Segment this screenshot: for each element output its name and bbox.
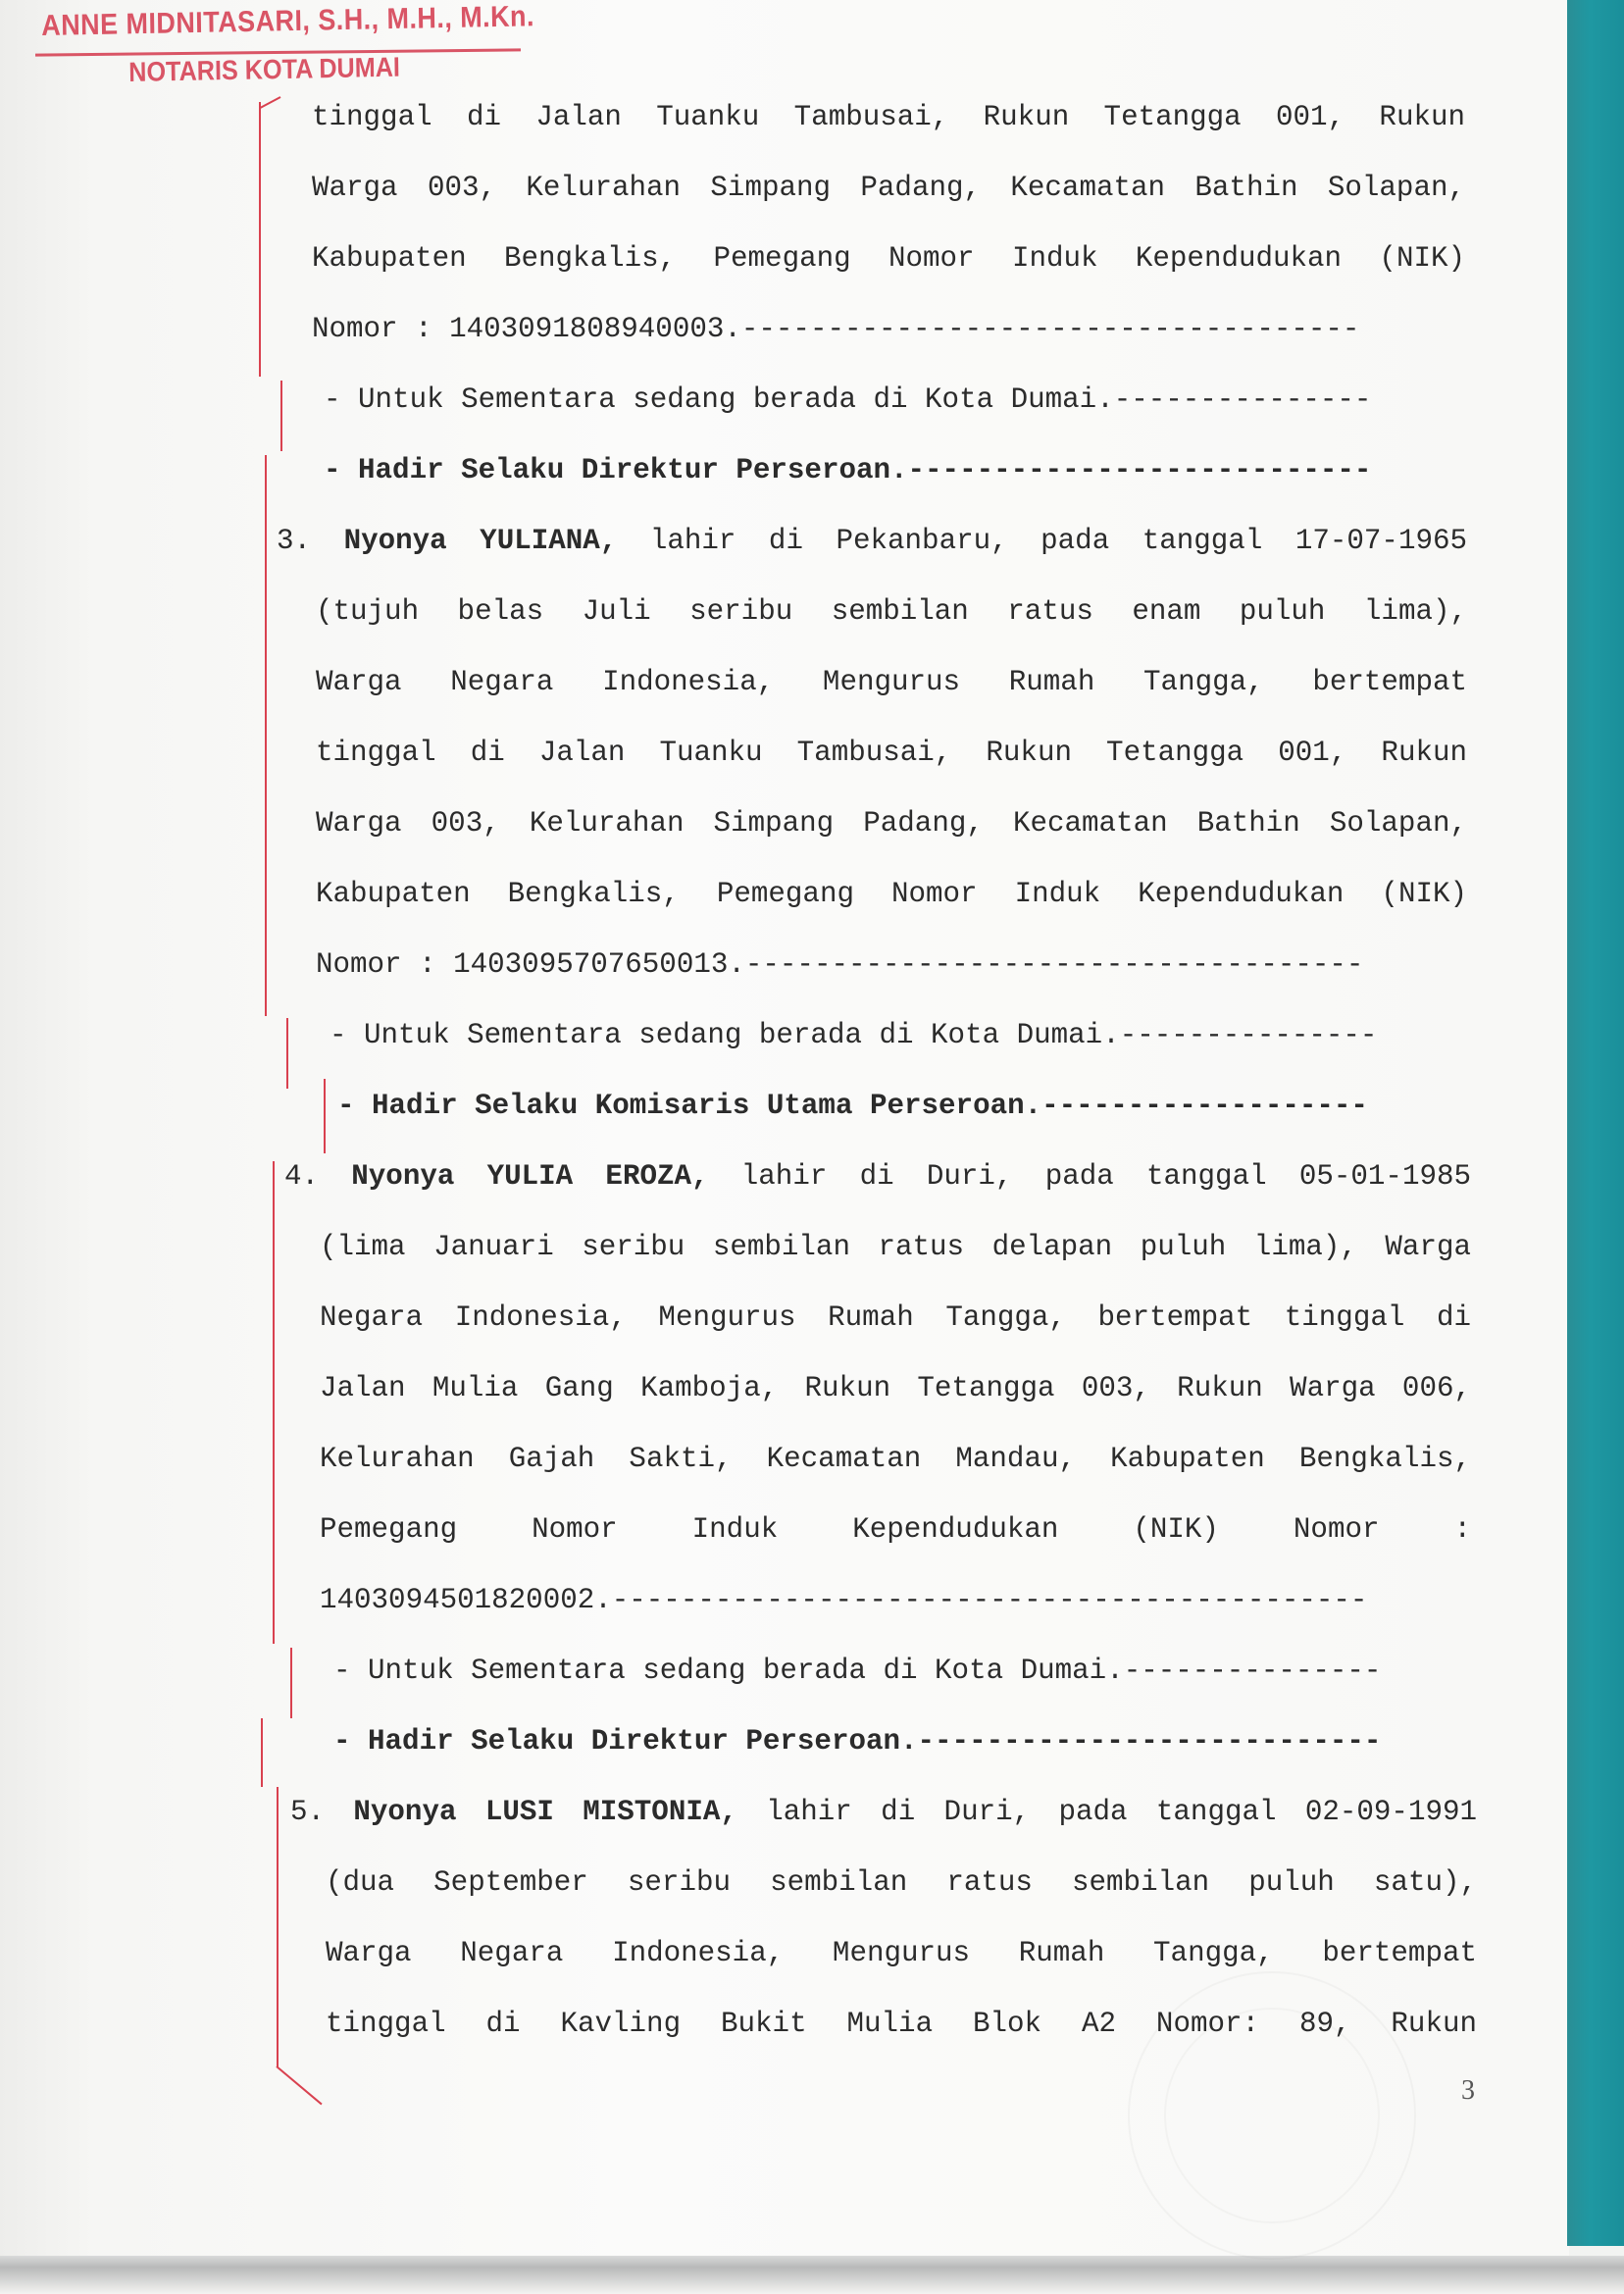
text-line: tinggal di Jalan Tuanku Tambusai, Rukun Tetangga 001, Rukun <box>312 101 1465 133</box>
page-number: 3 <box>1461 2075 1475 2106</box>
text-line: Nomor : 1403091808940003.------------------------------------ <box>312 313 1360 345</box>
party-name: Nyonya LUSI MISTONIA, <box>353 1796 737 1828</box>
party-3-heading <box>277 524 1467 559</box>
text-line-bold: - Hadir Selaku Komisaris Utama Perseroan.------------------- <box>337 1090 1368 1122</box>
text-line: (tujuh belas Juli seribu sembilan ratus enam puluh lima), <box>316 595 1467 628</box>
margin-marker-line <box>259 102 261 377</box>
text-line: (lima Januari seribu sembilan ratus delapan puluh lima), Warga <box>320 1231 1471 1263</box>
text-line: (dua September seribu sembilan ratus sembilan puluh satu), <box>326 1866 1477 1899</box>
text-line: tinggal di Kavling Bukit Mulia Blok A2 Nomor: 89, Rukun <box>326 2008 1477 2040</box>
margin-marker-line <box>265 455 267 1016</box>
item-number: 3. <box>277 525 312 557</box>
page-bottom-edge <box>0 2256 1624 2294</box>
margin-marker-line <box>286 1018 288 1089</box>
text-line: - Untuk Sementara sedang berada di Kota Dumai.--------------- <box>333 1655 1382 1687</box>
margin-marker-line <box>277 1787 279 2067</box>
party-name: Nyonya YULIA EROZA, <box>351 1160 709 1193</box>
text-line: Jalan Mulia Gang Kamboja, Rukun Tetangga 003, Rukun Warga 006, <box>320 1372 1471 1404</box>
margin-marker-line <box>290 1648 292 1718</box>
text-line: Negara Indonesia, Mengurus Rumah Tangga, bertempat tinggal di <box>320 1301 1471 1334</box>
text-line: tinggal di Jalan Tuanku Tambusai, Rukun Tetangga 001, Rukun <box>316 737 1467 769</box>
text-line: - Untuk Sementara sedang berada di Kota Dumai.--------------- <box>324 383 1372 416</box>
text-line: Warga 003, Kelurahan Simpang Padang, Kecamatan Bathin Solapan, <box>312 172 1465 204</box>
text-line: Kabupaten Bengkalis, Pemegang Nomor Induk Kependudukan (NIK) <box>312 242 1465 275</box>
party-birth-detail: lahir di Duri, pada tanggal 05-01-1985 <box>740 1160 1472 1193</box>
text-line: Warga 003, Kelurahan Simpang Padang, Kecamatan Bathin Solapan, <box>316 807 1467 840</box>
notary-stamp <box>35 0 535 88</box>
margin-marker-line <box>261 1718 263 1787</box>
text-line: 1403094501820002.-------------------------------------------- <box>320 1584 1368 1616</box>
text-line: - Untuk Sementara sedang berada di Kota Dumai.--------------- <box>330 1019 1378 1051</box>
scanner-background-edge <box>1567 0 1624 2246</box>
party-4-heading <box>284 1159 1471 1195</box>
party-name: Nyonya YULIANA, <box>343 525 618 557</box>
text-line: Kelurahan Gajah Sakti, Kecamatan Mandau, Kabupaten Bengkalis, <box>320 1443 1471 1475</box>
text-line: Kabupaten Bengkalis, Pemegang Nomor Induk Kependudukan (NIK) <box>316 878 1467 910</box>
party-5-heading <box>290 1795 1477 1830</box>
margin-marker-line <box>324 1079 326 1153</box>
stamp-notary-name: ANNE MIDNITASARI, S.H., M.H., M.Kn. <box>41 0 535 42</box>
party-birth-detail: lahir di Pekanbaru, pada tanggal 17-07-1965 <box>649 525 1468 557</box>
margin-marker-line <box>273 1161 275 1644</box>
text-line-bold: - Hadir Selaku Direktur Perseroan.--------------------------- <box>324 454 1372 486</box>
party-birth-detail: lahir di Duri, pada tanggal 02-09-1991 <box>766 1796 1478 1828</box>
text-line-bold: - Hadir Selaku Direktur Perseroan.--------------------------- <box>333 1725 1382 1758</box>
item-number: 5. <box>290 1796 326 1828</box>
text-line: Warga Negara Indonesia, Mengurus Rumah Tangga, bertempat <box>316 666 1467 698</box>
text-line: Nomor : 1403095707650013.------------------------------------ <box>316 948 1364 981</box>
text-line: Warga Negara Indonesia, Mengurus Rumah Tangga, bertempat <box>326 1937 1477 1969</box>
item-number: 4. <box>284 1160 320 1193</box>
margin-marker-line <box>280 381 282 451</box>
text-line: Pemegang Nomor Induk Kependudukan (NIK) Nomor : <box>320 1513 1471 1546</box>
stamp-notary-office: NOTARIS KOTA DUMAI <box>128 51 401 87</box>
